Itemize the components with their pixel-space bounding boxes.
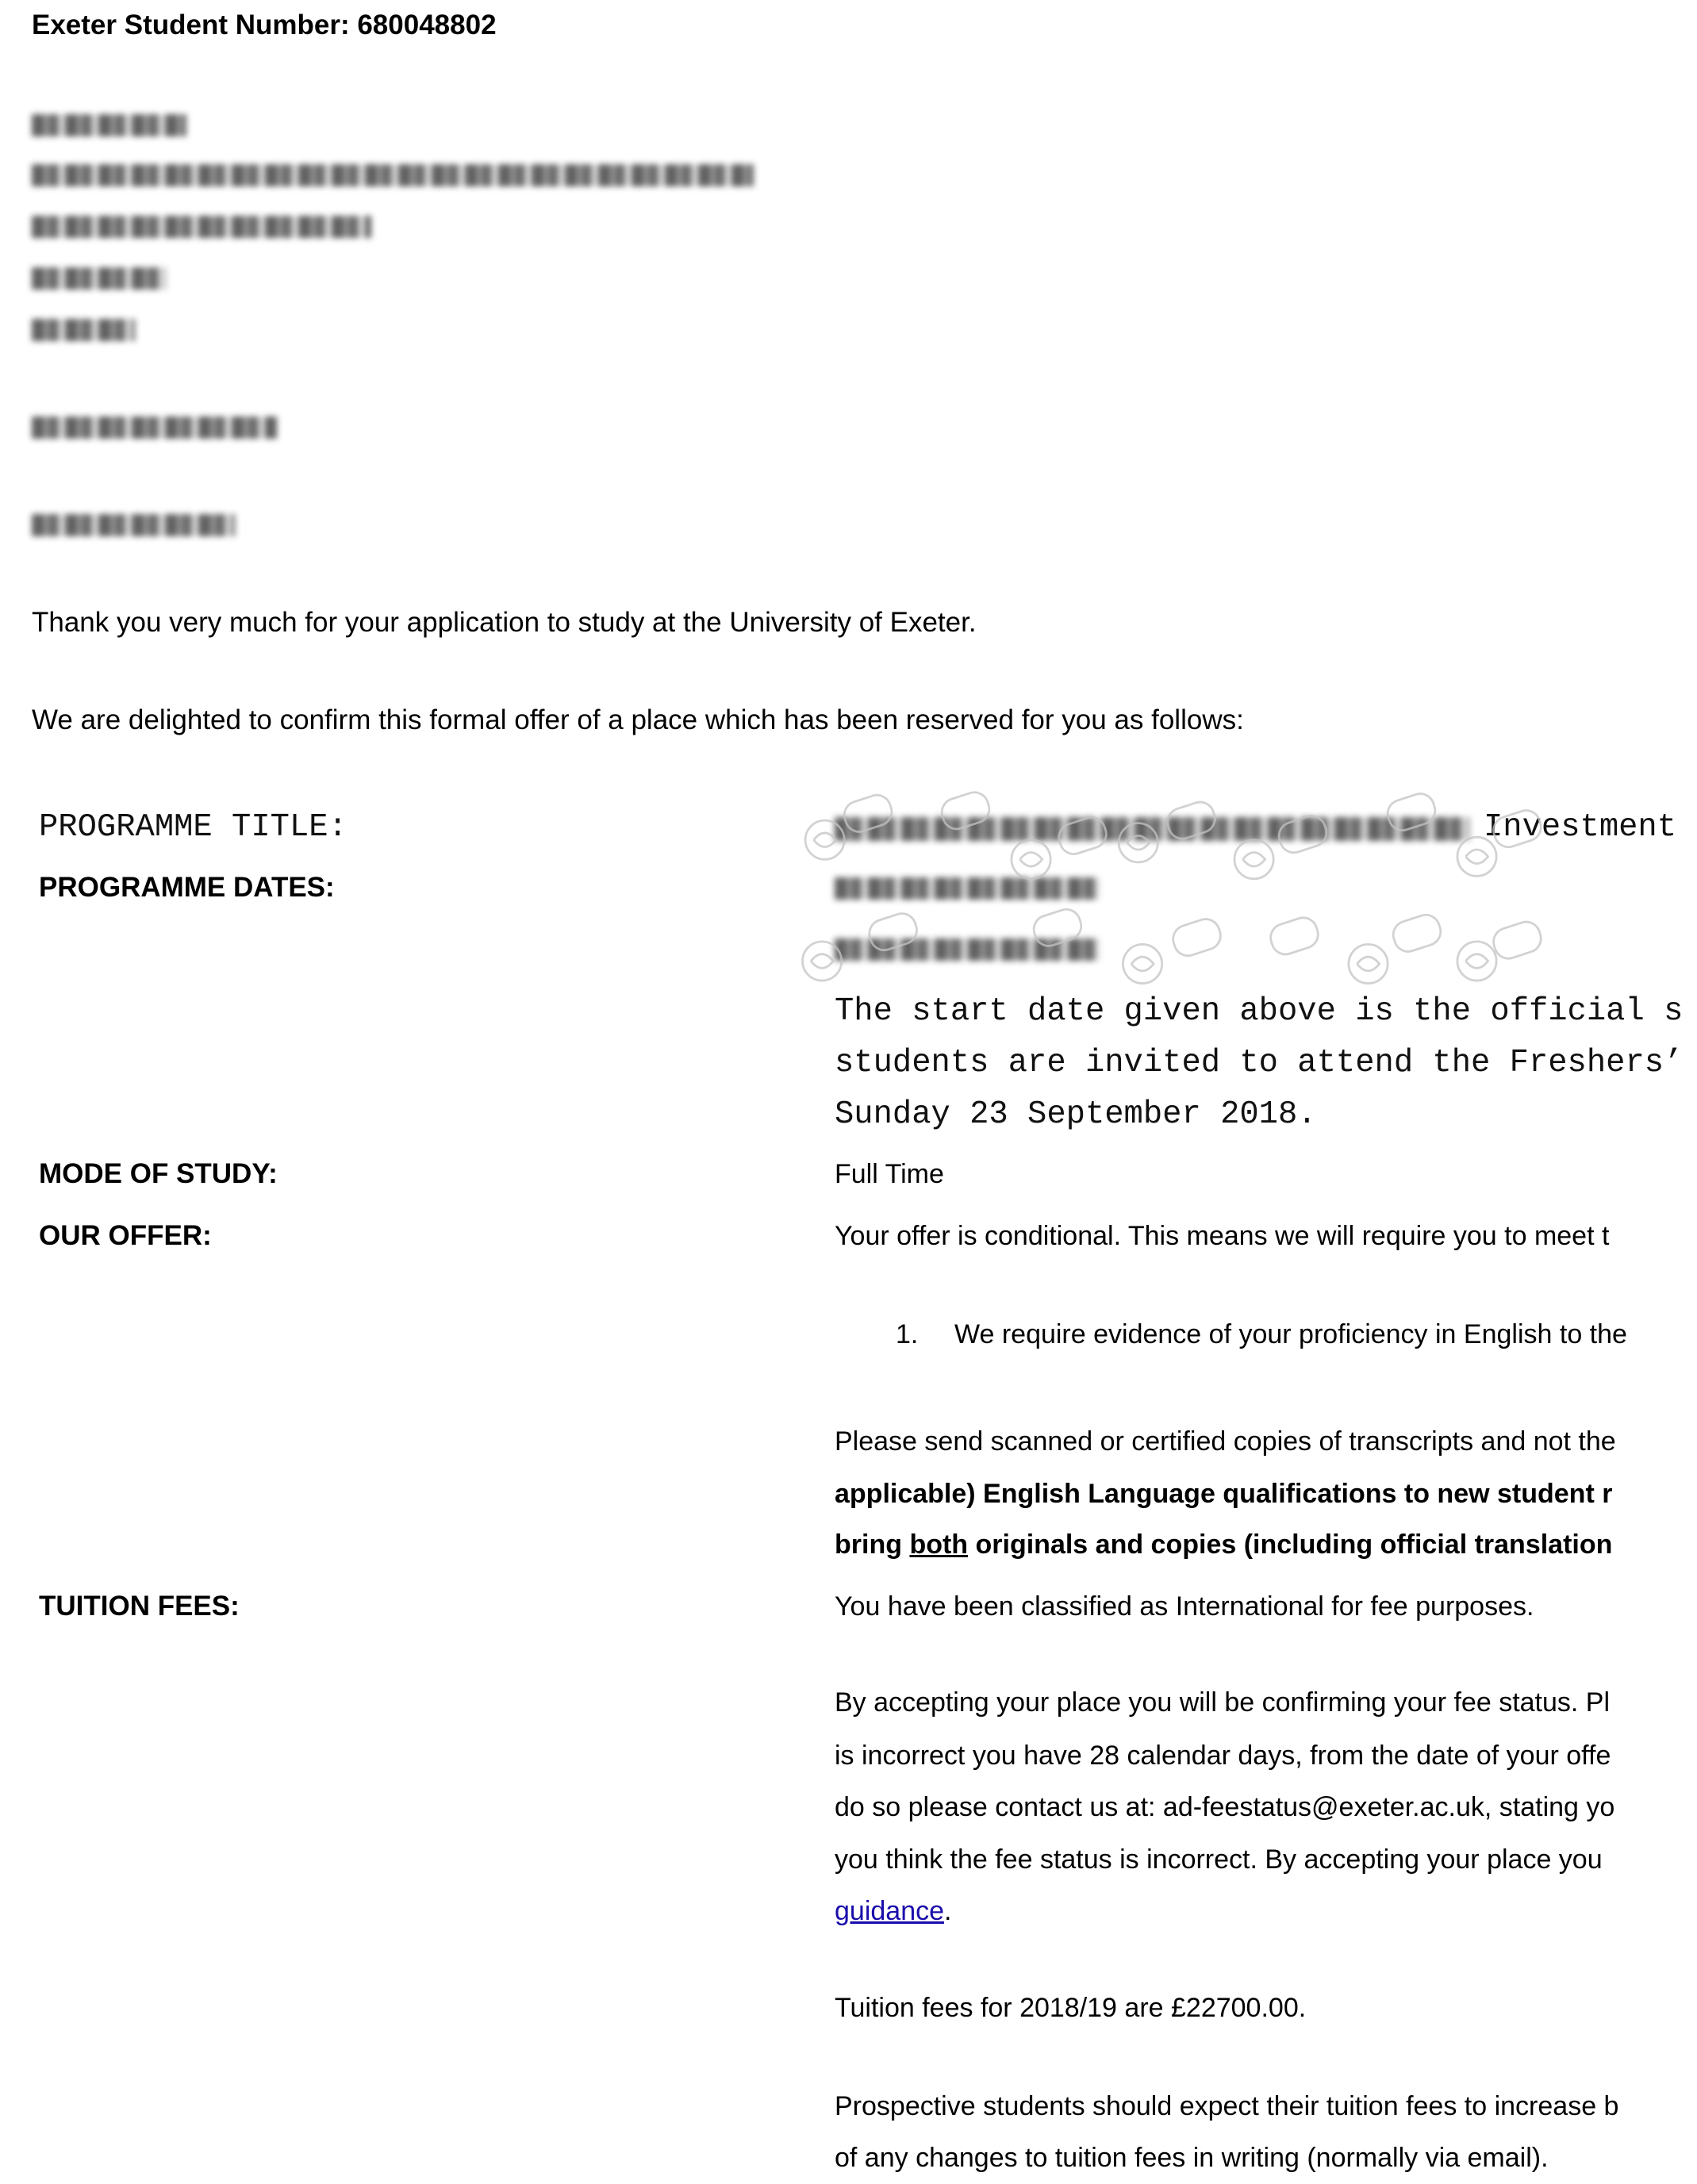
fee-status-line: is incorrect you have 28 calendar days, from the date of your offe (835, 1741, 1611, 1771)
bring-suffix: originals and copies (including official translation (968, 1530, 1613, 1560)
redacted-salutation (32, 514, 235, 536)
condition-number: 1. (896, 1319, 919, 1349)
redacted-programme-title (835, 817, 1469, 841)
fee-increase-line: Prospective students should expect their tuition fees to increase b (835, 2091, 1619, 2121)
guidance-line (835, 1895, 951, 1927)
programme-dates-note-line: Sunday 23 September 2018. (835, 1096, 1317, 1133)
watermark-stamp (1169, 915, 1224, 959)
guidance-suffix: . (944, 1896, 952, 1926)
send-documents-line: Please send scanned or certified copies of transcripts and not the (835, 1426, 1616, 1457)
fee-status-line: do so please contact us at: ad-feestatus@exeter.ac.uk, stating yo (835, 1792, 1615, 1822)
programme-title-value: Investment (1484, 809, 1677, 846)
programme-title-label: PROGRAMME TITLE: (39, 809, 347, 846)
guidance-link[interactable]: guidance (835, 1896, 945, 1926)
watermark-stamp (1490, 919, 1545, 962)
programme-dates-note-line: The start date given above is the official s (835, 993, 1684, 1030)
send-documents-bold-line: applicable) English Language qualifications to new student r (835, 1479, 1613, 1509)
programme-dates-label: PROGRAMME DATES: (39, 872, 335, 903)
bring-underlined-word: both (909, 1530, 969, 1560)
watermark-stamp (1123, 944, 1161, 983)
watermark-stamp (1234, 840, 1273, 879)
our-offer-intro: Your offer is conditional. This means we will require you to meet t (835, 1221, 1610, 1251)
watermark-stamp (1390, 912, 1445, 955)
bring-prefix: bring (835, 1530, 910, 1560)
watermark-stamp (1267, 914, 1322, 958)
fee-status-line: you think the fee status is incorrect. By accepting your place you (835, 1844, 1603, 1875)
fee-increase-line: of any changes to tuition fees in writing (normally via email). (835, 2143, 1549, 2173)
student-number: Exeter Student Number: 680048802 (32, 10, 497, 40)
redacted-address-line (32, 164, 754, 186)
redacted-address-city (32, 267, 166, 290)
intro-confirm: We are delighted to confirm this formal offer of a place which has been reserved for you as follows: (32, 704, 1244, 735)
redacted-address-line (32, 216, 371, 238)
redacted-recipient-name (32, 114, 186, 136)
tuition-fees-amount: Tuition fees for 2018/19 are £22700.00. (835, 1993, 1307, 2023)
fee-classification: You have been classified as International for fee purposes. (835, 1591, 1534, 1622)
redacted-start-date (835, 877, 1100, 900)
fee-status-line: By accepting your place you will be confirming your fee status. Pl (835, 1687, 1611, 1718)
watermark-stamp (1457, 942, 1496, 981)
redacted-address-postcode (32, 319, 135, 341)
mode-of-study-label: MODE OF STUDY: (39, 1158, 278, 1189)
bring-documents-line (835, 1529, 1612, 1560)
redacted-end-date (835, 938, 1100, 961)
watermark-stamp (1349, 944, 1388, 983)
tuition-fees-label: TUITION FEES: (39, 1591, 240, 1622)
mode-of-study-value: Full Time (835, 1159, 944, 1189)
programme-dates-note-line: students are invited to attend the Freshers’ (835, 1045, 1684, 1081)
condition-text: We require evidence of your proficiency in English to the (954, 1319, 1627, 1349)
redacted-letter-date (32, 416, 277, 439)
intro-thanks: Thank you very much for your application to study at the University of Exeter. (32, 607, 977, 638)
watermark-stamp (1012, 840, 1050, 879)
our-offer-label: OUR OFFER: (39, 1220, 212, 1251)
